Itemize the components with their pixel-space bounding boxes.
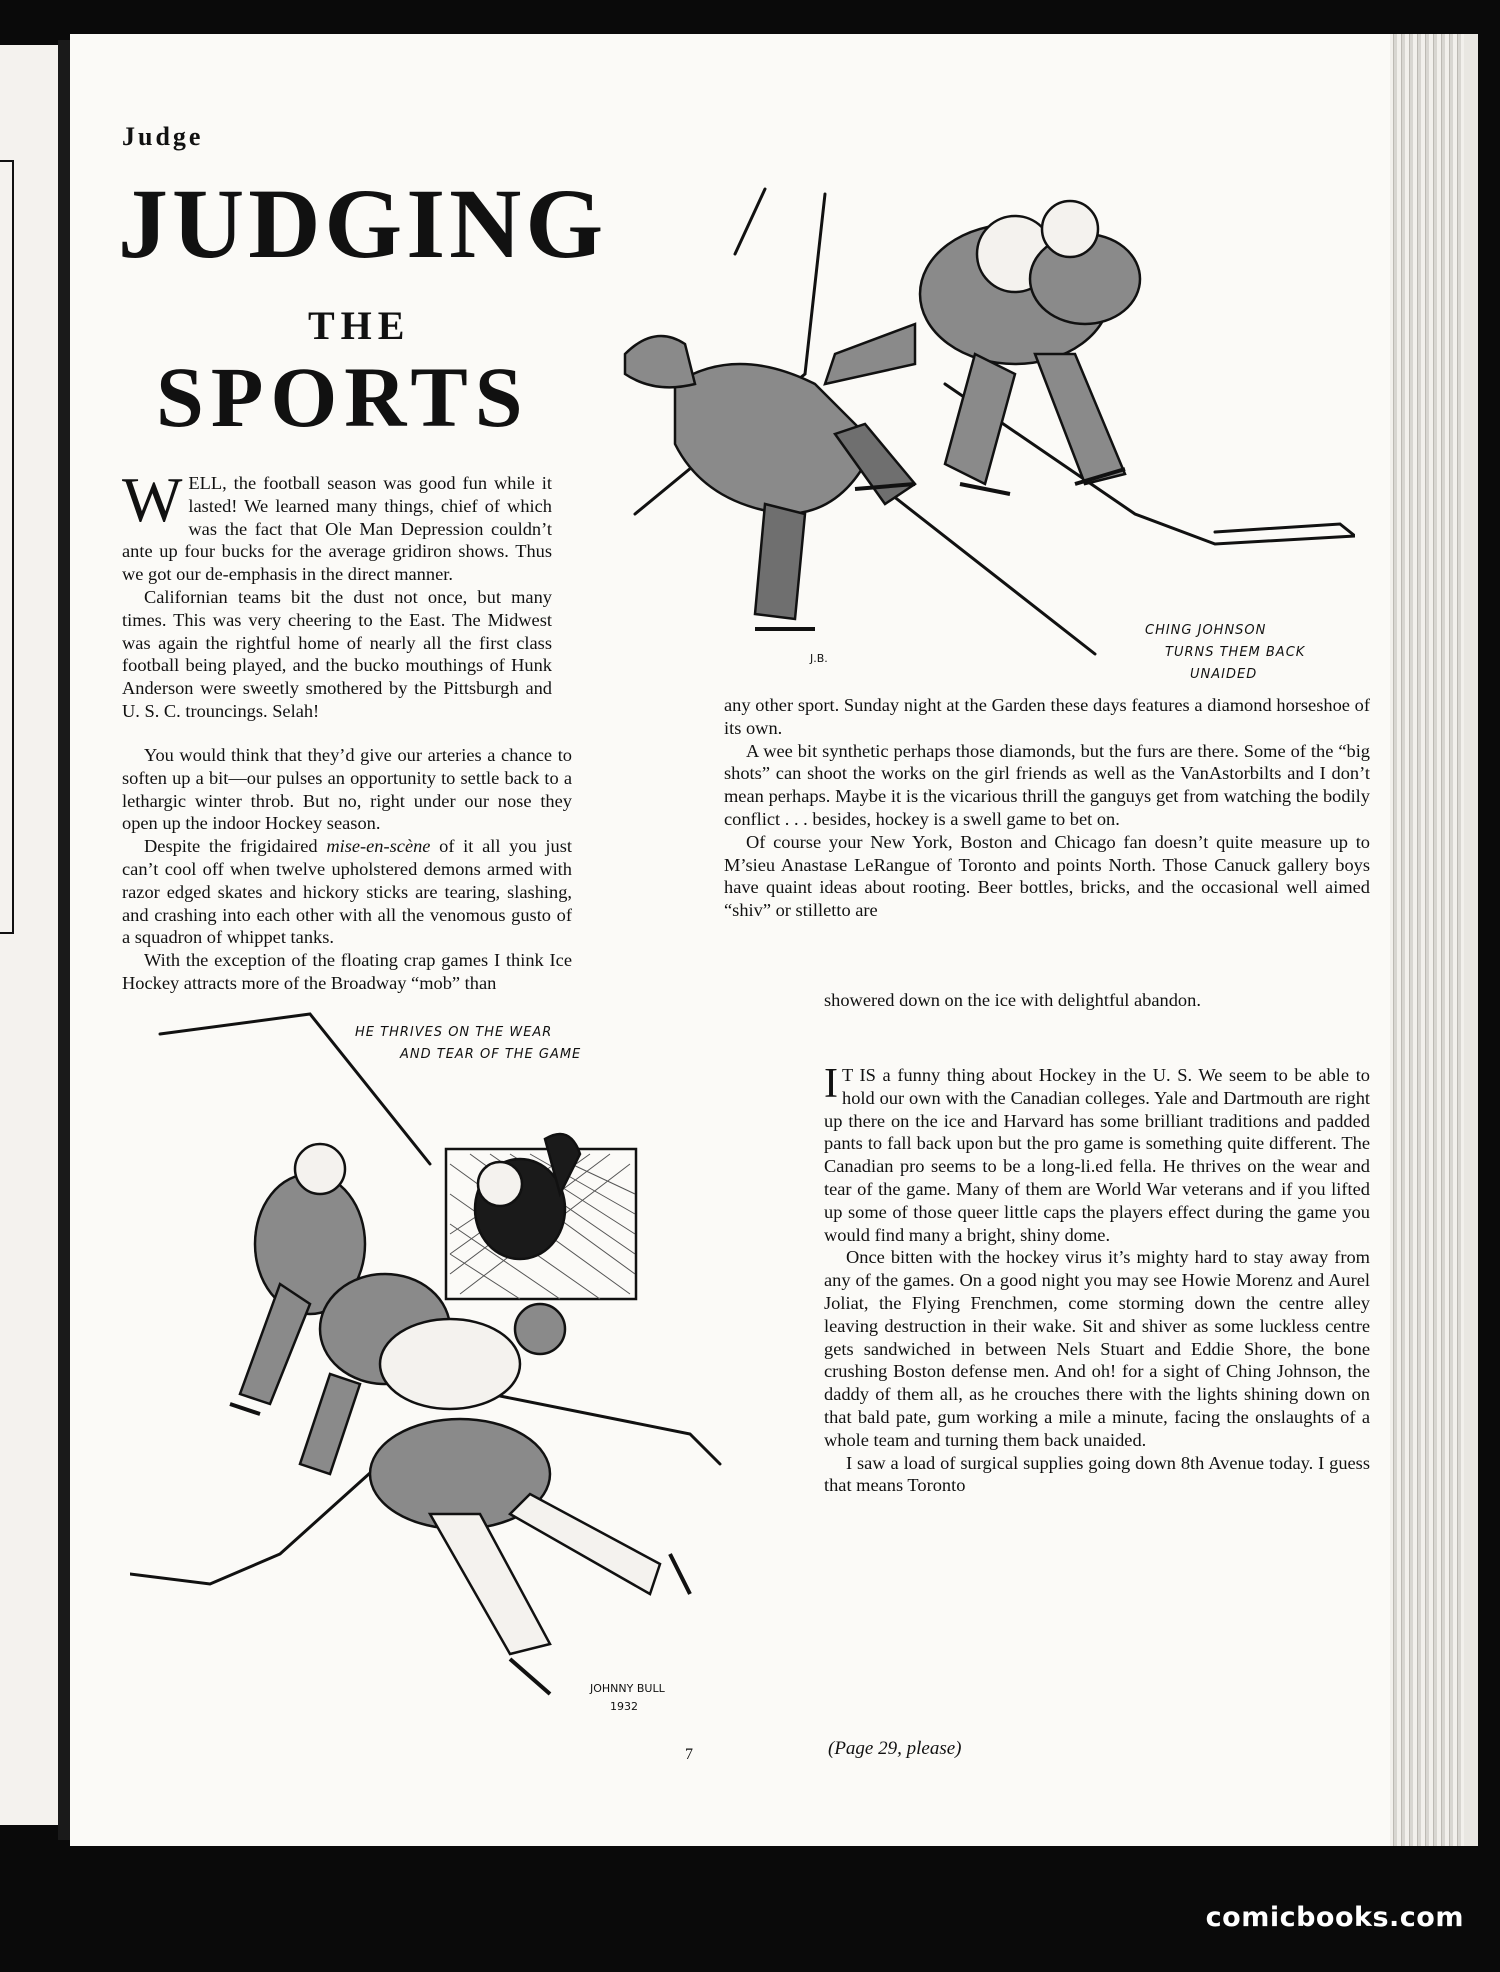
paragraph-3: You would think that they’d give our arteries a chance to soften up a bit—our pulses an opportunity to settle back to a lethargic winter throb. But no, right under our nose they open up the indoor Hockey season.	[122, 745, 572, 834]
bottom-cartoon-year: 1932	[610, 1700, 638, 1713]
top-cartoon-caption-2: TURNS THEM BACK	[1165, 645, 1306, 660]
paragraph-6: any other sport. Sunday night at the Garden these days features a diamond horseshoe of its own.	[724, 695, 1370, 738]
paragraph-4: Despite the frigidaired mise-en-scène of it all you just can’t cool off when twelve upholstered demons armed with razor edged skates and hickory sticks are tearing, slashing, and crashing into each other with all the venomous gusto of a squadron of whippet tanks.	[122, 836, 572, 948]
article-column-1-top	[122, 464, 552, 723]
adjacent-page	[0, 45, 60, 1825]
paragraph-10: Once bitten with the hockey virus it’s mighty hard to stay away from any of the games. On a good night you may see Howie Morenz and Aurel Joliat, the Flying Frenchmen, come storming down the centre alley leaving destruction in their wake. Sit and shiver as some luckless centre gets sandwiched in between Nels Stuart and Eddie Shore, the bone crushing Boston defense men. And oh! for a sight of Ching Johnson, the daddy of them all, as he crouches there with the lights shining down on that bald pate, gum working a mile a minute, facing the onslaughts of a whole team and turning them back unaided.	[824, 1247, 1370, 1450]
cartoon-illustration	[615, 184, 1355, 684]
article-column-1-bottom	[122, 744, 572, 995]
article-column-2-top	[724, 694, 1370, 922]
paragraph-9: I T IS a funny thing about Hockey in the U. S. We seem to be able to hold our own with the Canadian colleges. Yale and Dartmouth are right up there on the ice and Harvard has some brilliant traditions and padded pants to fall back upon but the pro game is something quite different. The Canadian pro seems to be a long-li.ed fella. He thrives on the wear and tear of the game. Many of them are World War veterans and if you lifted up some of those queer little caps the players effect during the game you would find many a bright, shiny dome.	[824, 1061, 1371, 1245]
headline-line1: JUDGING	[118, 168, 608, 279]
paragraph-8-continued: showered down on the ice with delightful abandon.	[824, 990, 1201, 1010]
cartoon-illustration	[130, 994, 770, 1734]
top-cartoon-signature: J.B.	[810, 652, 828, 665]
paragraph-1: WELL, the football season was good fun while it lasted! We learned many things, chief of which was the fact that Ole Man Depression couldn’t ante up four bucks for the average gridiron shows. Thus we got our de-emphasis in the direct manner.	[122, 464, 552, 585]
article-column-2-continued	[824, 989, 1370, 1012]
continued-note: (Page 29, please)	[828, 1738, 962, 1759]
headline-line2: THE	[308, 303, 411, 348]
page-stack-edges	[1386, 34, 1478, 1846]
bottom-hockey-cartoon	[130, 994, 770, 1734]
article-column-2-bottom	[824, 1061, 1371, 1497]
bottom-cartoon-signature: JOHNNY BULL	[590, 1682, 665, 1695]
bottom-cartoon-caption-2: AND TEAR OF THE GAME	[400, 1047, 582, 1062]
paragraph-5: With the exception of the floating crap games I think Ice Hockey attracts more of the Broadway “mob” than	[122, 950, 572, 993]
bottom-cartoon-caption-1: HE THRIVES ON THE WEAR	[355, 1025, 553, 1040]
page-number: 7	[685, 1746, 693, 1763]
drop-cap: I	[824, 1061, 838, 1107]
paragraph-8: Of course your New York, Boston and Chicago fan doesn’t quite measure up to M’sieu Anastase LeRangue of Toronto and points North. Those Canuck gallery boys have quaint ideas about rooting. Beer bottles, bricks, and the occasional well aimed “shiv” or stilletto are	[724, 831, 1370, 921]
paragraph-2: Californian teams bit the dust not once, but many times. This was very cheering to the East. The Midwest was again the rightful home of nearly all the first class football being played, and the bucko mouthings of Hunk Anderson were sweetly smothered by the Pittsburgh and U. S. C. trouncings. Selah!	[122, 586, 552, 721]
adjacent-page-frame	[0, 160, 14, 934]
paragraph-7: A wee bit synthetic perhaps those diamonds, but the furs are there. Some of the “big shots” can shoot the works on the girl friends as well as the VanAstorbilts and I don’t mean perhaps. Maybe it is the vicarious thrill the ganguys get from watching the bodily conflict . . . besides, hockey is a swell game to bet on.	[724, 740, 1370, 829]
top-cartoon-caption-1: CHING JOHNSON	[1145, 623, 1267, 638]
top-hockey-cartoon	[615, 184, 1355, 684]
book-gutter	[58, 40, 70, 1840]
magazine-name: Judge	[122, 122, 204, 151]
drop-cap: W	[122, 464, 183, 535]
headline-line3: SPORTS	[156, 349, 530, 445]
top-cartoon-caption-3: UNAIDED	[1190, 667, 1258, 682]
paragraph-11: I saw a load of surgical supplies going down 8th Avenue today. I guess that means Toronto	[824, 1452, 1370, 1496]
site-watermark: comicbooks.com	[1205, 1902, 1464, 1933]
magazine-page	[70, 34, 1390, 1846]
